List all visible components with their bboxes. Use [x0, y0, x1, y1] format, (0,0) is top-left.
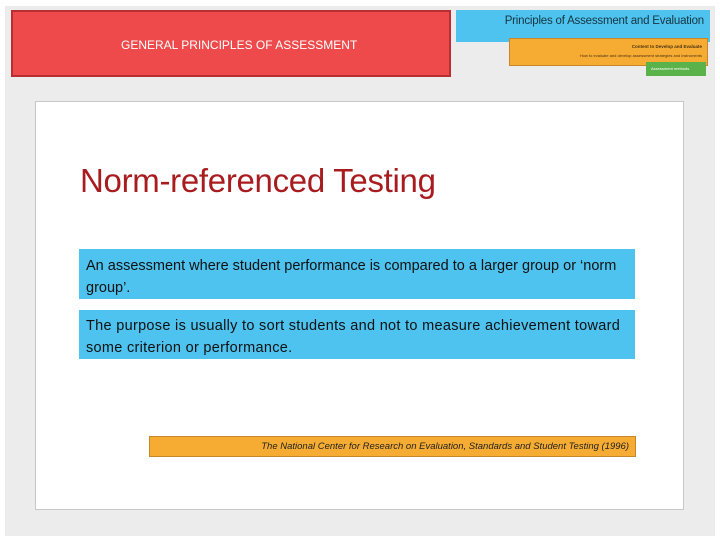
course-subtitle-line-1: Content to Develop and Evaluate [631, 44, 702, 49]
slide-title: Norm-referenced Testing [80, 162, 436, 199]
purpose-box: The purpose is usually to sort students and not to measure achievement toward some criterion or performance. [79, 310, 635, 359]
topic-tag [646, 62, 706, 76]
section-banner-label: GENERAL PRINCIPLES OF ASSESSMENT [121, 38, 358, 52]
course-title: Principles of Assessment and Evaluation [504, 15, 704, 27]
definition-box: An assessment where student performance is compared to a larger group or ‘norm group’. [79, 249, 635, 299]
section-banner [11, 10, 451, 77]
topic-tag-label: Assessment methods [651, 66, 690, 71]
citation-text: The National Center for Research on Evaluation, Standards and Student Testing (1996) [261, 441, 629, 452]
citation-box [149, 436, 636, 457]
course-subtitle-line-2: How to evaluate and develop assessment strategies and instruments [579, 53, 702, 58]
